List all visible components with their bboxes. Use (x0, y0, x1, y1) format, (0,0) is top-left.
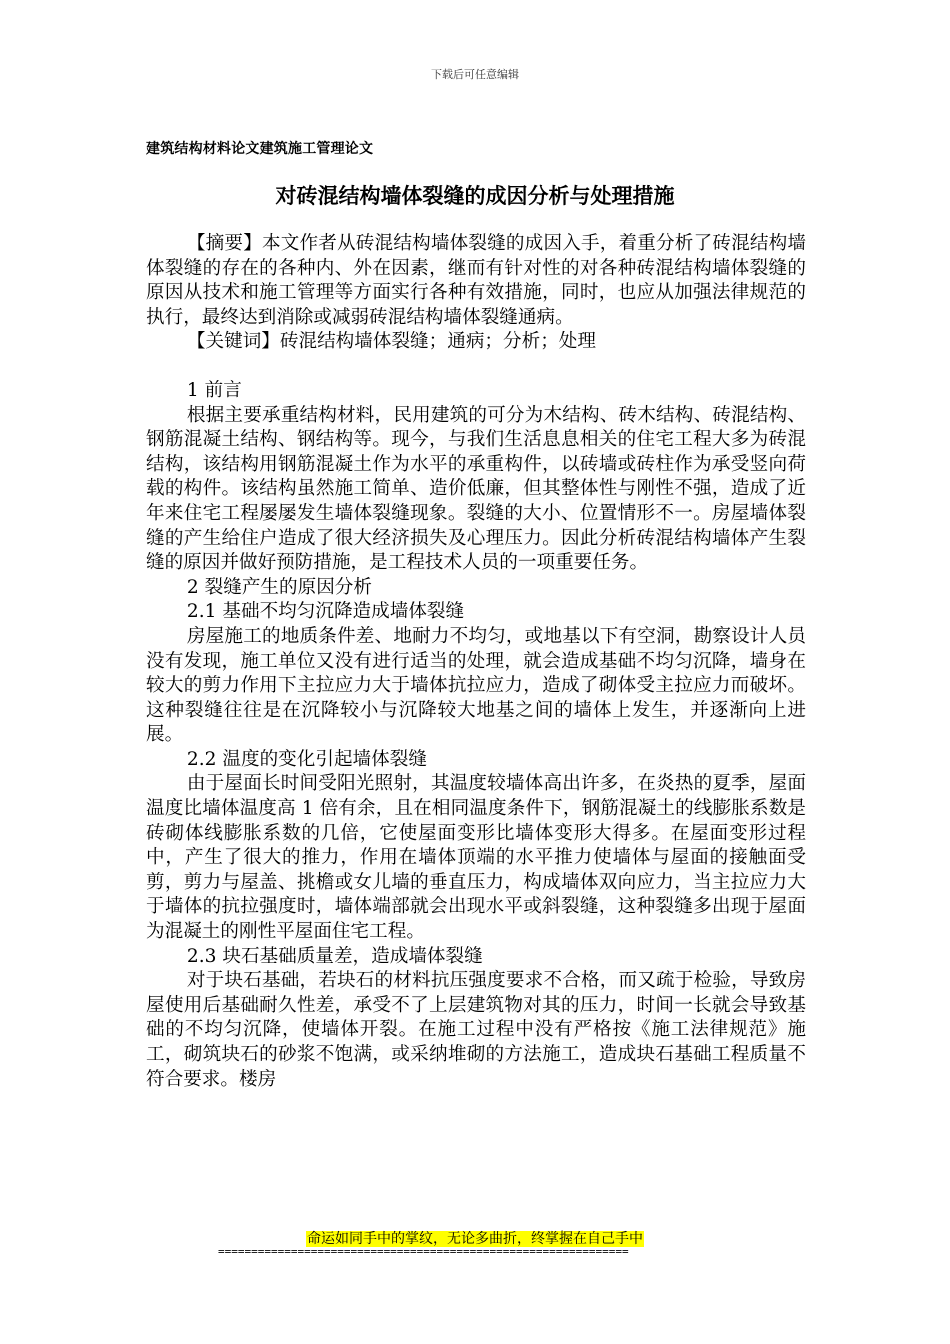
paragraph-spacer (146, 355, 806, 379)
section-heading-2-1: 2.1 基础不均匀沉降造成墙体裂缝 (186, 601, 465, 623)
section-paragraph-2-1: 房屋施工的地质条件差、地耐力不均匀，或地基以下有空洞，勘察设计人员没有发现，施工单位又没有进行适当的处理，就会造成基础不均匀沉降，墙身在较大的剪力作用下主拉应力大于墙体抗拉应力，造成了砌体受主拉应力而破坏。这种裂缝往往是在沉降较小与沉降较大地基之间的墙体上发生，并逐渐向上进展。 (146, 625, 806, 746)
abstract-paragraph: 【摘要】本文作者从砖混结构墙体裂缝的成因入手，着重分析了砖混结构墙体裂缝的存在的各种内、外在因素，继而有针对性的对各种砖混结构墙体裂缝的原因从技术和施工管理等方面实行各种有效措施，同时，也应从加强法律规范的执行，最终达到消除或减弱砖混结构墙体裂缝通病。 (146, 233, 806, 328)
footer-divider: ============================================================== (218, 1245, 629, 1258)
section-paragraph-1: 根据主要承重结构材料，民用建筑的可分为木结构、砖木结构、砖混结构、钢筋混凝土结构、钢结构等。现今，与我们生活息息相关的住宅工程大多为砖混结构，该结构用钢筋混凝土作为水平的承重构件，以砖墙或砖柱作为承受竖向荷载的构件。该结构虽然施工简单、造价低廉，但其整体性与刚性不强，造成了近年来住宅工程屡屡发生墙体裂缝现象。裂缝的大小、位置情形不一。房屋墙体裂缝的产生给住户造成了很大经济损失及心理压力。因此分析砖混结构墙体产生裂缝的原因并做好预防措施，是工程技术人员的一项重要任务。 (146, 404, 806, 574)
section-heading-2-3: 2.3 块石基础质量差，造成墙体裂缝 (186, 945, 483, 967)
footer-quote-text: 命运如同手中的掌纹，无论多曲折，终掌握在自己手中 (307, 1231, 643, 1247)
section-paragraph-2-2: 由于屋面长时间受阳光照射，其温度较墙体高出许多，在炎热的夏季，屋面温度比墙体温度高 1 倍有余，且在相同温度条件下，钢筋混凝土的线膨胀系数是砖砌体线膨胀系数的几倍，它使屋面变形比墙体变形大得多。在屋面变形过程中，产生了很大的推力，作用在墙体顶端的水平推力使墙体与屋面的接触面受剪，剪力与屋盖、挑檐或女儿墙的垂直压力，构成墙体双向应力，当主拉应力大于墙体的抗拉强度时，墙体端部就会出现水平或斜裂缝，这种裂缝多出现于屋面为混凝土的刚性平屋面住宅工程。 (146, 773, 806, 943)
keywords-paragraph: 【关键词】砖混结构墙体裂缝；通病；分析；处理 (186, 331, 596, 353)
document-title: 对砖混结构墙体裂缝的成因分析与处理措施 (275, 183, 675, 208)
header-note: 下载后可任意编辑 (431, 68, 519, 81)
section-heading-1: 1 前言 (186, 379, 242, 401)
section-heading-2-2: 2.2 温度的变化引起墙体裂缝 (186, 748, 427, 770)
section-paragraph-2-3: 对于块石基础，若块石的材料抗压强度要求不合格，而又疏于检验，导致房屋使用后基础耐久性差，承受不了上层建筑物对其的压力，时间一长就会导致基础的不均匀沉降，使墙体开裂。在施工过程中没有严格按《施工法律规范》施工，砌筑块石的砂浆不饱满，或采纳堆砌的方法施工，造成块石基础工程质量不符合要求。楼房 (146, 970, 806, 1090)
section-heading-2: 2 裂缝产生的原因分析 (186, 576, 372, 598)
document-category: 建筑结构材料论文建筑施工管理论文 (146, 141, 374, 157)
document-body (146, 232, 806, 1092)
